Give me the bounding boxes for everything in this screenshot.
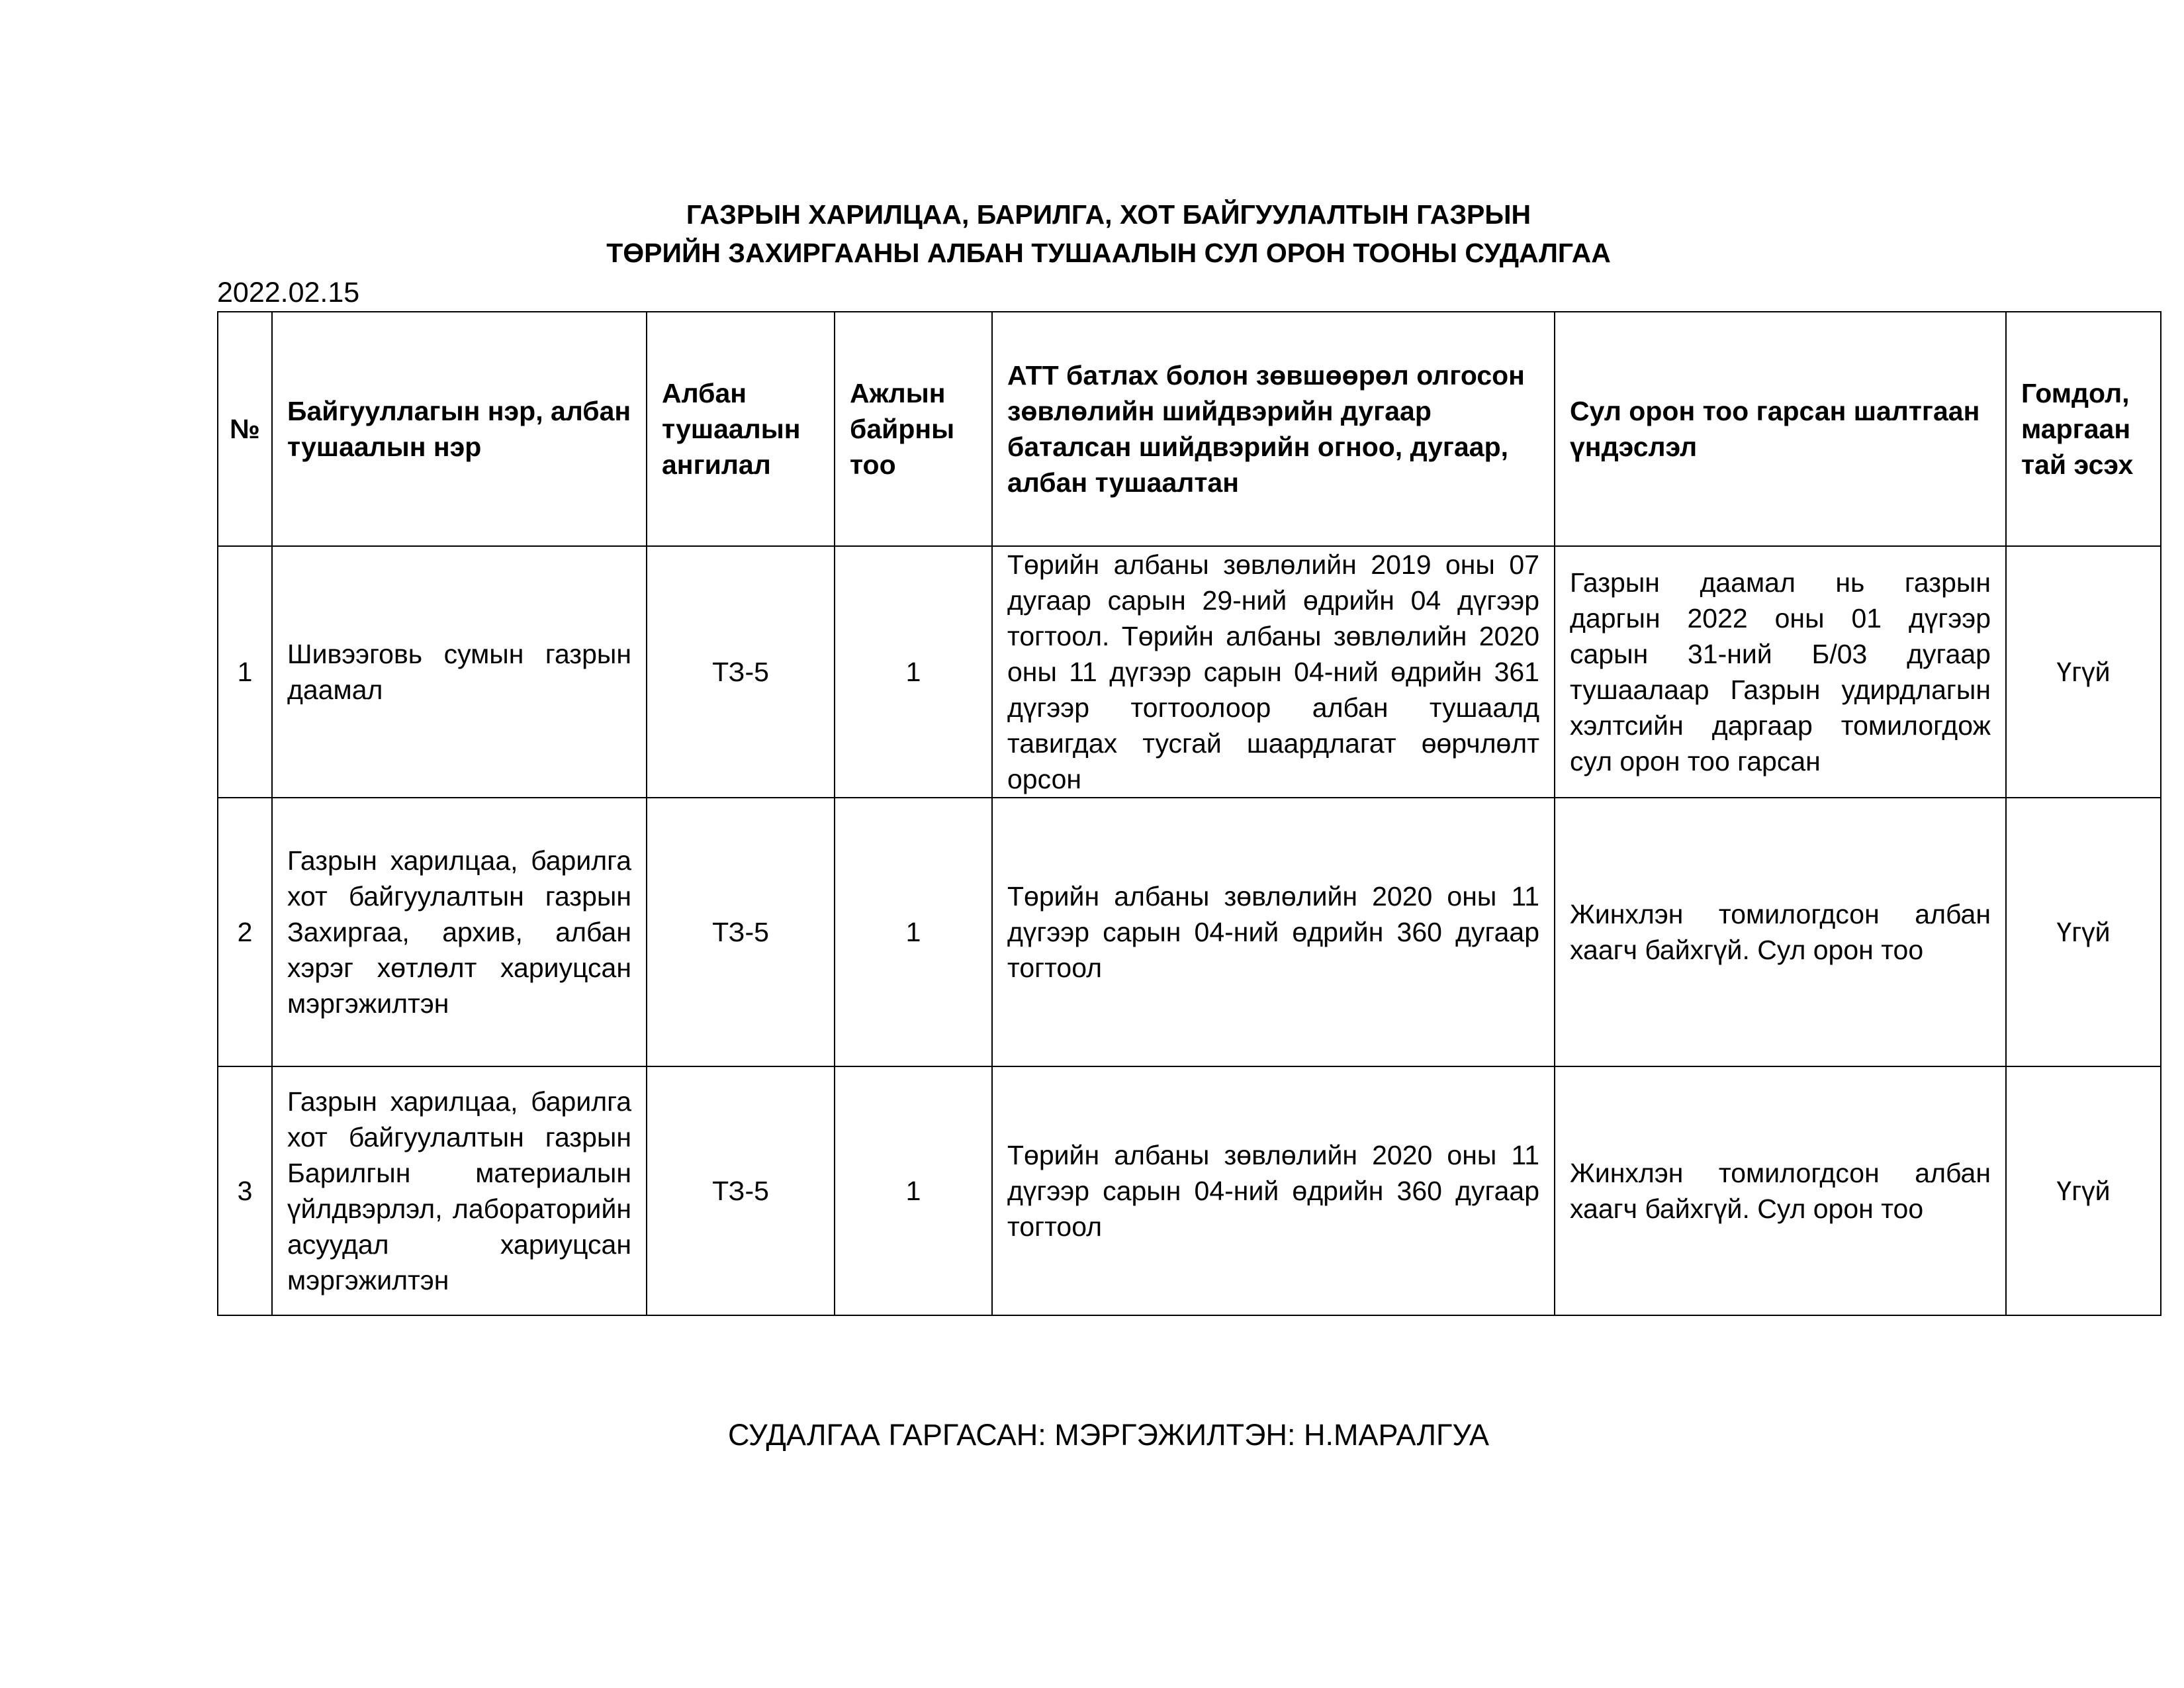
cell-decision: Төрийн албаны зөвлөлийн 2019 оны 07 дугаар сарын 29-ний өдрийн 04 дүгээр тогтоол. Төрийн албаны зөвлөлийн 2020 оны 11 дүгээр сарын 04-ний өдрийн 361 дүгээр тогтоолоор албан тушаалд тавигдах тусгай шаардлагат өөрчлөлт орсон [992, 546, 1555, 798]
cell-reason: Жинхлэн томилогдсон албан хаагч байхгүй. Сул орон тоо [1555, 1066, 2006, 1315]
cell-complaint: Үгүй [2006, 798, 2161, 1066]
header-vacancy-reason: Сул орон тоо гарсан шалтгаан үндэслэл [1555, 312, 2006, 546]
document-title-line-2: ТӨРИЙН ЗАХИРГААНЫ АЛБАН ТУШААЛЫН СУЛ ОРОН ТООНЫ СУДАЛГАА [606, 238, 1611, 268]
cell-name: Газрын харилцаа, барилга хот байгуулалтын газрын Захиргаа, архив, албан хэрэг хөтлөлт хариуцсан мэргэжилтэн [272, 798, 647, 1066]
table-row [218, 798, 2161, 1066]
cell-decision: Төрийн албаны зөвлөлийн 2020 оны 11 дүгээр сарын 04-ний өдрийн 360 дугаар тогтоол [992, 1066, 1555, 1315]
cell-no: 2 [218, 798, 272, 1066]
cell-category: ТЗ-5 [647, 1066, 835, 1315]
header-no: № [218, 312, 272, 546]
document-footer-signature-line: СУДАЛГАА ГАРГАСАН: МЭРГЭЖИЛТЭН: Н.МАРАЛГУА [727, 1418, 1490, 1452]
header-decision: АТТ батлах болон зөвшөөрөл олгосон зөвлөлийн шийдвэрийн дугаар баталсан шийдвэрийн огноо, дугаар, албан тушаалтан [992, 312, 1555, 546]
header-position-category: Албан тушаалын ангилал [647, 312, 835, 546]
cell-name: Газрын харилцаа, барилга хот байгуулалтын газрын Барилгын материалын үйлдвэрлэл, лабораторийн асуудал хариуцсан мэргэжилтэн [272, 1066, 647, 1315]
cell-name: Шивээговь сумын газрын даамал [272, 546, 647, 798]
header-organization-name: Байгууллагын нэр, албан тушаалын нэр [272, 312, 647, 546]
cell-count: 1 [835, 546, 992, 798]
header-job-count: Ажлын байрны тоо [835, 312, 992, 546]
vacancy-table [217, 311, 2161, 1316]
cell-count: 1 [835, 798, 992, 1066]
cell-complaint: Үгүй [2006, 1066, 2161, 1315]
table-row [218, 1066, 2161, 1315]
cell-reason: Газрын даамал нь газрын даргын 2022 оны 01 дүгээр сарын 31-ний Б/03 дугаар тушаалаар Газрын удирдлагын хэлтсийн даргаар томилогдож сул орон тоо гарсан [1555, 546, 2006, 798]
cell-no: 1 [218, 546, 272, 798]
cell-decision: Төрийн албаны зөвлөлийн 2020 оны 11 дүгээр сарын 04-ний өдрийн 360 дугаар тогтоол [992, 798, 1555, 1066]
cell-no: 3 [218, 1066, 272, 1315]
cell-category: ТЗ-5 [647, 798, 835, 1066]
cell-reason: Жинхлэн томилогдсон албан хаагч байхгүй. Сул орон тоо [1555, 798, 2006, 1066]
document-date: 2022.02.15 [217, 277, 360, 308]
cell-complaint: Үгүй [2006, 546, 2161, 798]
header-complaint: Гомдол, маргаан тай эсэх [2006, 312, 2161, 546]
document-title-line-1: ГАЗРЫН ХАРИЛЦАА, БАРИЛГА, ХОТ БАЙГУУЛАЛТЫН ГАЗРЫН [686, 199, 1531, 230]
table-row [218, 546, 2161, 798]
cell-count: 1 [835, 1066, 992, 1315]
table-header-row [218, 312, 2161, 546]
cell-category: ТЗ-5 [647, 546, 835, 798]
